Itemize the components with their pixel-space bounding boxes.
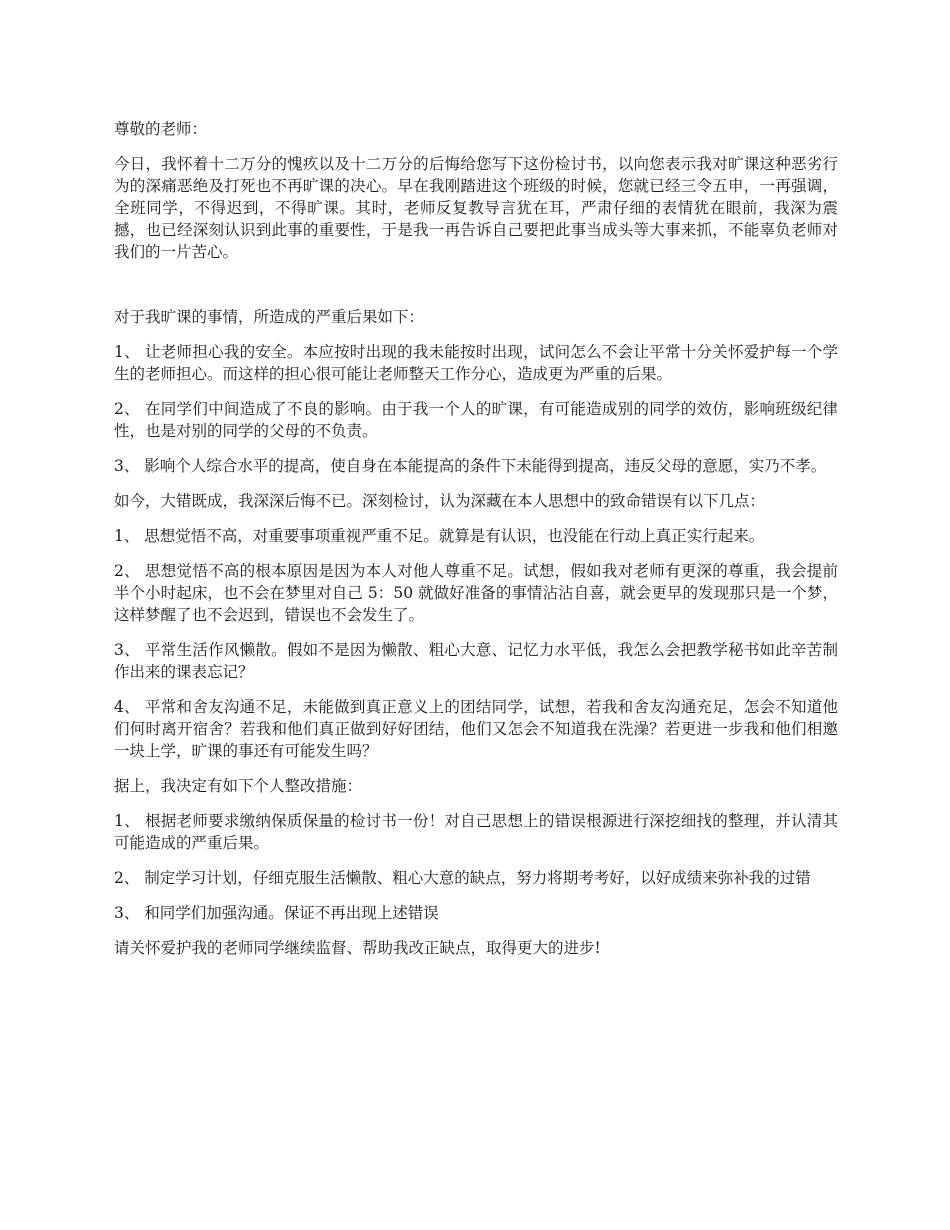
errors-intro: 如今，大错既成，我深深后悔不已。深刻检讨，认为深藏在本人思想中的致命错误有以下几点： xyxy=(114,492,766,510)
intro-paragraph: 今日，我怀着十二万分的愧疚以及十二万分的后悔给您写下这份检讨书，以向您表示我对旷课这种恶劣行为的深痛恶绝及打死也不再旷课的决心。早在我刚踏进这个班级的时候，您就已经三令五申，一再强调，全班同学，不得迟到，不得旷课。其时，老师反复教导言犹在耳，严肃仔细的表情犹在眼前，我深为震撼，也已经深刻认识到此事的重要性，于是我一再告诉自己要把此事当成头等大事来抓，不能辜负老师对我们的一片苦心。 xyxy=(114,155,838,261)
measure-item: 1、 根据老师要求缴纳保质保量的检讨书一份！对自己思想上的错误根源进行深挖细找的整理，并认清其可能造成的严重后果。 xyxy=(114,812,838,852)
error-item: 2、 思想觉悟不高的根本原因是因为本人对他人尊重不足。试想，假如我对老师有更深的尊重，我会提前半个小时起床，也不会在梦里对自己 5：50 就做好准备的事情沾沾自喜，就会更早的发现那只是一个梦，这样梦醒了也不会迟到，错误也不会发生了。 xyxy=(114,562,838,624)
consequence-item: 1、 让老师担心我的安全。本应按时出现的我未能按时出现，试问怎么不会让平常十分关怀爱护每一个学生的老师担心。而这样的担心很可能让老师整天工作分心，造成更为严重的后果。 xyxy=(114,343,838,383)
consequence-item: 3、 影响个人综合水平的提高，使自身在本能提高的条件下未能得到提高，违反父母的意愿，实乃不孝。 xyxy=(114,457,827,475)
measure-item: 3、 和同学们加强沟通。保证不再出现上述错误 xyxy=(114,904,439,922)
measure-item: 2、 制定学习计划，仔细克服生活懒散、粗心大意的缺点，努力将期考考好，以好成绩来弥补我的过错 xyxy=(114,869,811,887)
measures-intro: 据上，我决定有如下个人整改措施： xyxy=(114,777,363,795)
salutation: 尊敬的老师： xyxy=(114,120,208,138)
error-item: 1、 思想觉悟不高，对重要事项重视严重不足。就算是有认识，也没能在行动上真正实行起来。 xyxy=(114,527,765,545)
document-page xyxy=(114,118,838,972)
error-item: 3、 平常生活作风懒散。假如不是因为懒散、粗心大意、记忆力水平低，我怎么会把教学秘书如此辛苦制作出来的课表忘记？ xyxy=(114,641,838,681)
consequences-intro: 对于我旷课的事情，所造成的严重后果如下： xyxy=(114,308,425,326)
consequence-item: 2、 在同学们中间造成了不良的影响。由于我一个人的旷课，有可能造成别的同学的效仿，影响班级纪律性，也是对别的同学的父母的不负责。 xyxy=(114,400,838,440)
closing-paragraph: 请关怀爱护我的老师同学继续监督、帮助我改正缺点，取得更大的进步! xyxy=(114,939,601,957)
error-item: 4、 平常和舍友沟通不足，未能做到真正意义上的团结同学，试想，若我和舍友沟通充足，怎会不知道他们何时离开宿舍？若我和他们真正做到好好团结，他们又怎会不知道我在洗澡？若更进一步我和他们相邀一块上学，旷课的事还有可能发生吗？ xyxy=(114,698,838,760)
section-gap xyxy=(114,276,838,306)
